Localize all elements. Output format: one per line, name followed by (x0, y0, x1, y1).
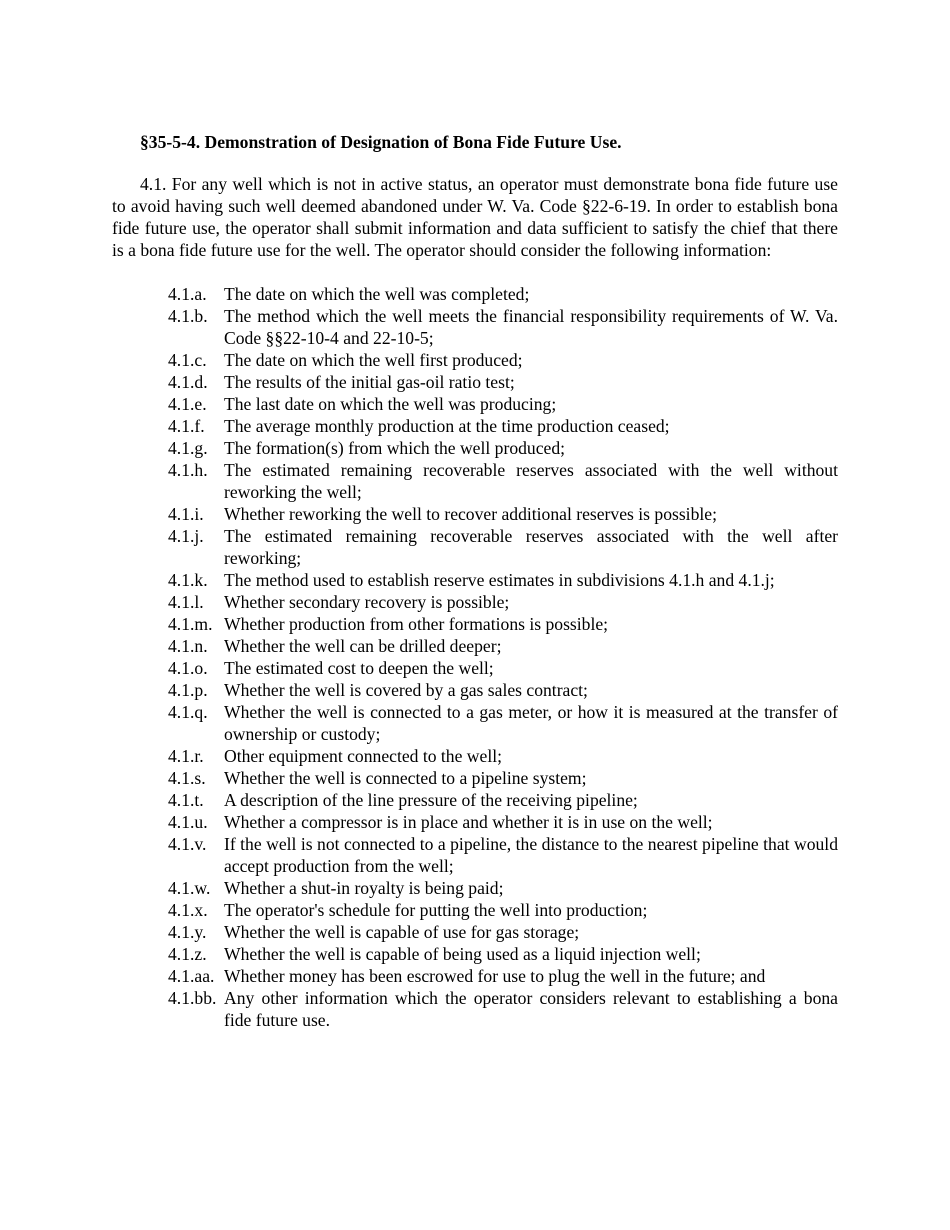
list-item (112, 371, 838, 393)
list-item (112, 943, 838, 965)
item-text: The average monthly production at the time production ceased; (224, 416, 670, 436)
item-number: 4.1.r. (168, 746, 204, 766)
item-text: Whether a compressor is in place and whether it is in use on the well; (224, 812, 713, 832)
list-item (112, 679, 838, 701)
item-text: Whether secondary recovery is possible; (224, 592, 510, 612)
list-item (112, 569, 838, 591)
list-item (112, 921, 838, 943)
item-number: 4.1.b. (168, 306, 208, 326)
list-item (112, 833, 838, 877)
intro-paragraph: 4.1. For any well which is not in active status, an operator must demonstrate bona fide future use to avoid having such well deemed abandoned under W. Va. Code §22-6-19. In order to establish bona fide future use, the operator shall submit information and data sufficient to satisfy the chief that there is a bona fide future use for the well. The operator should consider the following information: (112, 174, 838, 260)
list-item (112, 701, 838, 745)
list-item (112, 459, 838, 503)
item-text: The date on which the well was completed; (224, 284, 530, 304)
section-heading: §35-5-4. Demonstration of Designation of Bona Fide Future Use. (140, 132, 622, 152)
list-item (112, 349, 838, 371)
list-item (112, 789, 838, 811)
item-number: 4.1.g. (168, 438, 208, 458)
item-number: 4.1.f. (168, 416, 205, 436)
item-number: 4.1.q. (168, 702, 208, 722)
item-text: If the well is not connected to a pipeline, the distance to the nearest pipeline that would accept production from the well; (224, 834, 838, 876)
item-number: 4.1.a. (168, 284, 207, 304)
item-number: 4.1.l. (168, 592, 204, 612)
item-number: 4.1.d. (168, 372, 208, 392)
item-text: Whether the well is capable of being used as a liquid injection well; (224, 944, 701, 964)
list-item (112, 745, 838, 767)
list-item (112, 987, 838, 1031)
item-number: 4.1.y. (168, 922, 207, 942)
list-item (112, 767, 838, 789)
item-number: 4.1.e. (168, 394, 207, 414)
item-number: 4.1.m. (168, 614, 213, 634)
item-number: 4.1.v. (168, 834, 207, 854)
list-item (112, 811, 838, 833)
item-number: 4.1.s. (168, 768, 206, 788)
list-item (112, 393, 838, 415)
item-number: 4.1.i. (168, 504, 204, 524)
information-list (112, 283, 838, 1031)
document-page (112, 131, 838, 1031)
item-text: Whether a shut-in royalty is being paid; (224, 878, 504, 898)
item-text: Whether money has been escrowed for use to plug the well in the future; and (224, 966, 766, 986)
item-text: The estimated remaining recoverable reserves associated with the well after reworking; (224, 526, 838, 568)
item-text: The date on which the well first produced; (224, 350, 523, 370)
list-item (112, 965, 838, 987)
item-number: 4.1.p. (168, 680, 208, 700)
list-item (112, 437, 838, 459)
list-item (112, 657, 838, 679)
item-text: Whether production from other formations is possible; (224, 614, 609, 634)
item-number: 4.1.j. (168, 526, 204, 546)
item-number: 4.1.o. (168, 658, 208, 678)
list-item (112, 635, 838, 657)
item-text: The results of the initial gas-oil ratio test; (224, 372, 515, 392)
item-number: 4.1.x. (168, 900, 208, 920)
item-number: 4.1.aa. (168, 966, 215, 986)
list-item (112, 899, 838, 921)
list-item (112, 415, 838, 437)
list-item (112, 283, 838, 305)
item-text: Whether the well is capable of use for gas storage; (224, 922, 580, 942)
item-text: Other equipment connected to the well; (224, 746, 502, 766)
item-text: The formation(s) from which the well produced; (224, 438, 566, 458)
list-item (112, 591, 838, 613)
item-text: The estimated cost to deepen the well; (224, 658, 494, 678)
item-number: 4.1.w. (168, 878, 211, 898)
item-text: Whether the well is connected to a pipeline system; (224, 768, 587, 788)
item-number: 4.1.c. (168, 350, 207, 370)
list-item (112, 613, 838, 635)
item-text: The method used to establish reserve estimates in subdivisions 4.1.h and 4.1.j; (224, 570, 775, 590)
list-item (112, 305, 838, 349)
item-text: Whether the well is covered by a gas sales contract; (224, 680, 588, 700)
item-text: A description of the line pressure of the receiving pipeline; (224, 790, 638, 810)
item-number: 4.1.k. (168, 570, 208, 590)
item-number: 4.1.h. (168, 460, 208, 480)
item-number: 4.1.n. (168, 636, 208, 656)
item-text: Whether reworking the well to recover additional reserves is possible; (224, 504, 717, 524)
list-item (112, 525, 838, 569)
item-text: Any other information which the operator considers relevant to establishing a bona fide future use. (224, 988, 838, 1030)
item-number: 4.1.bb. (168, 988, 217, 1008)
item-text: The last date on which the well was producing; (224, 394, 557, 414)
item-text: The estimated remaining recoverable reserves associated with the well without reworking the well; (224, 460, 838, 502)
list-item (112, 877, 838, 899)
item-text: The operator's schedule for putting the well into production; (224, 900, 648, 920)
item-text: Whether the well can be drilled deeper; (224, 636, 502, 656)
list-item (112, 503, 838, 525)
item-text: The method which the well meets the financial responsibility requirements of W. Va. Code §§22-10-4 and 22-10-5; (224, 306, 838, 348)
item-number: 4.1.z. (168, 944, 207, 964)
item-text: Whether the well is connected to a gas meter, or how it is measured at the transfer of ownership or custody; (224, 702, 838, 744)
item-number: 4.1.u. (168, 812, 208, 832)
item-number: 4.1.t. (168, 790, 204, 810)
